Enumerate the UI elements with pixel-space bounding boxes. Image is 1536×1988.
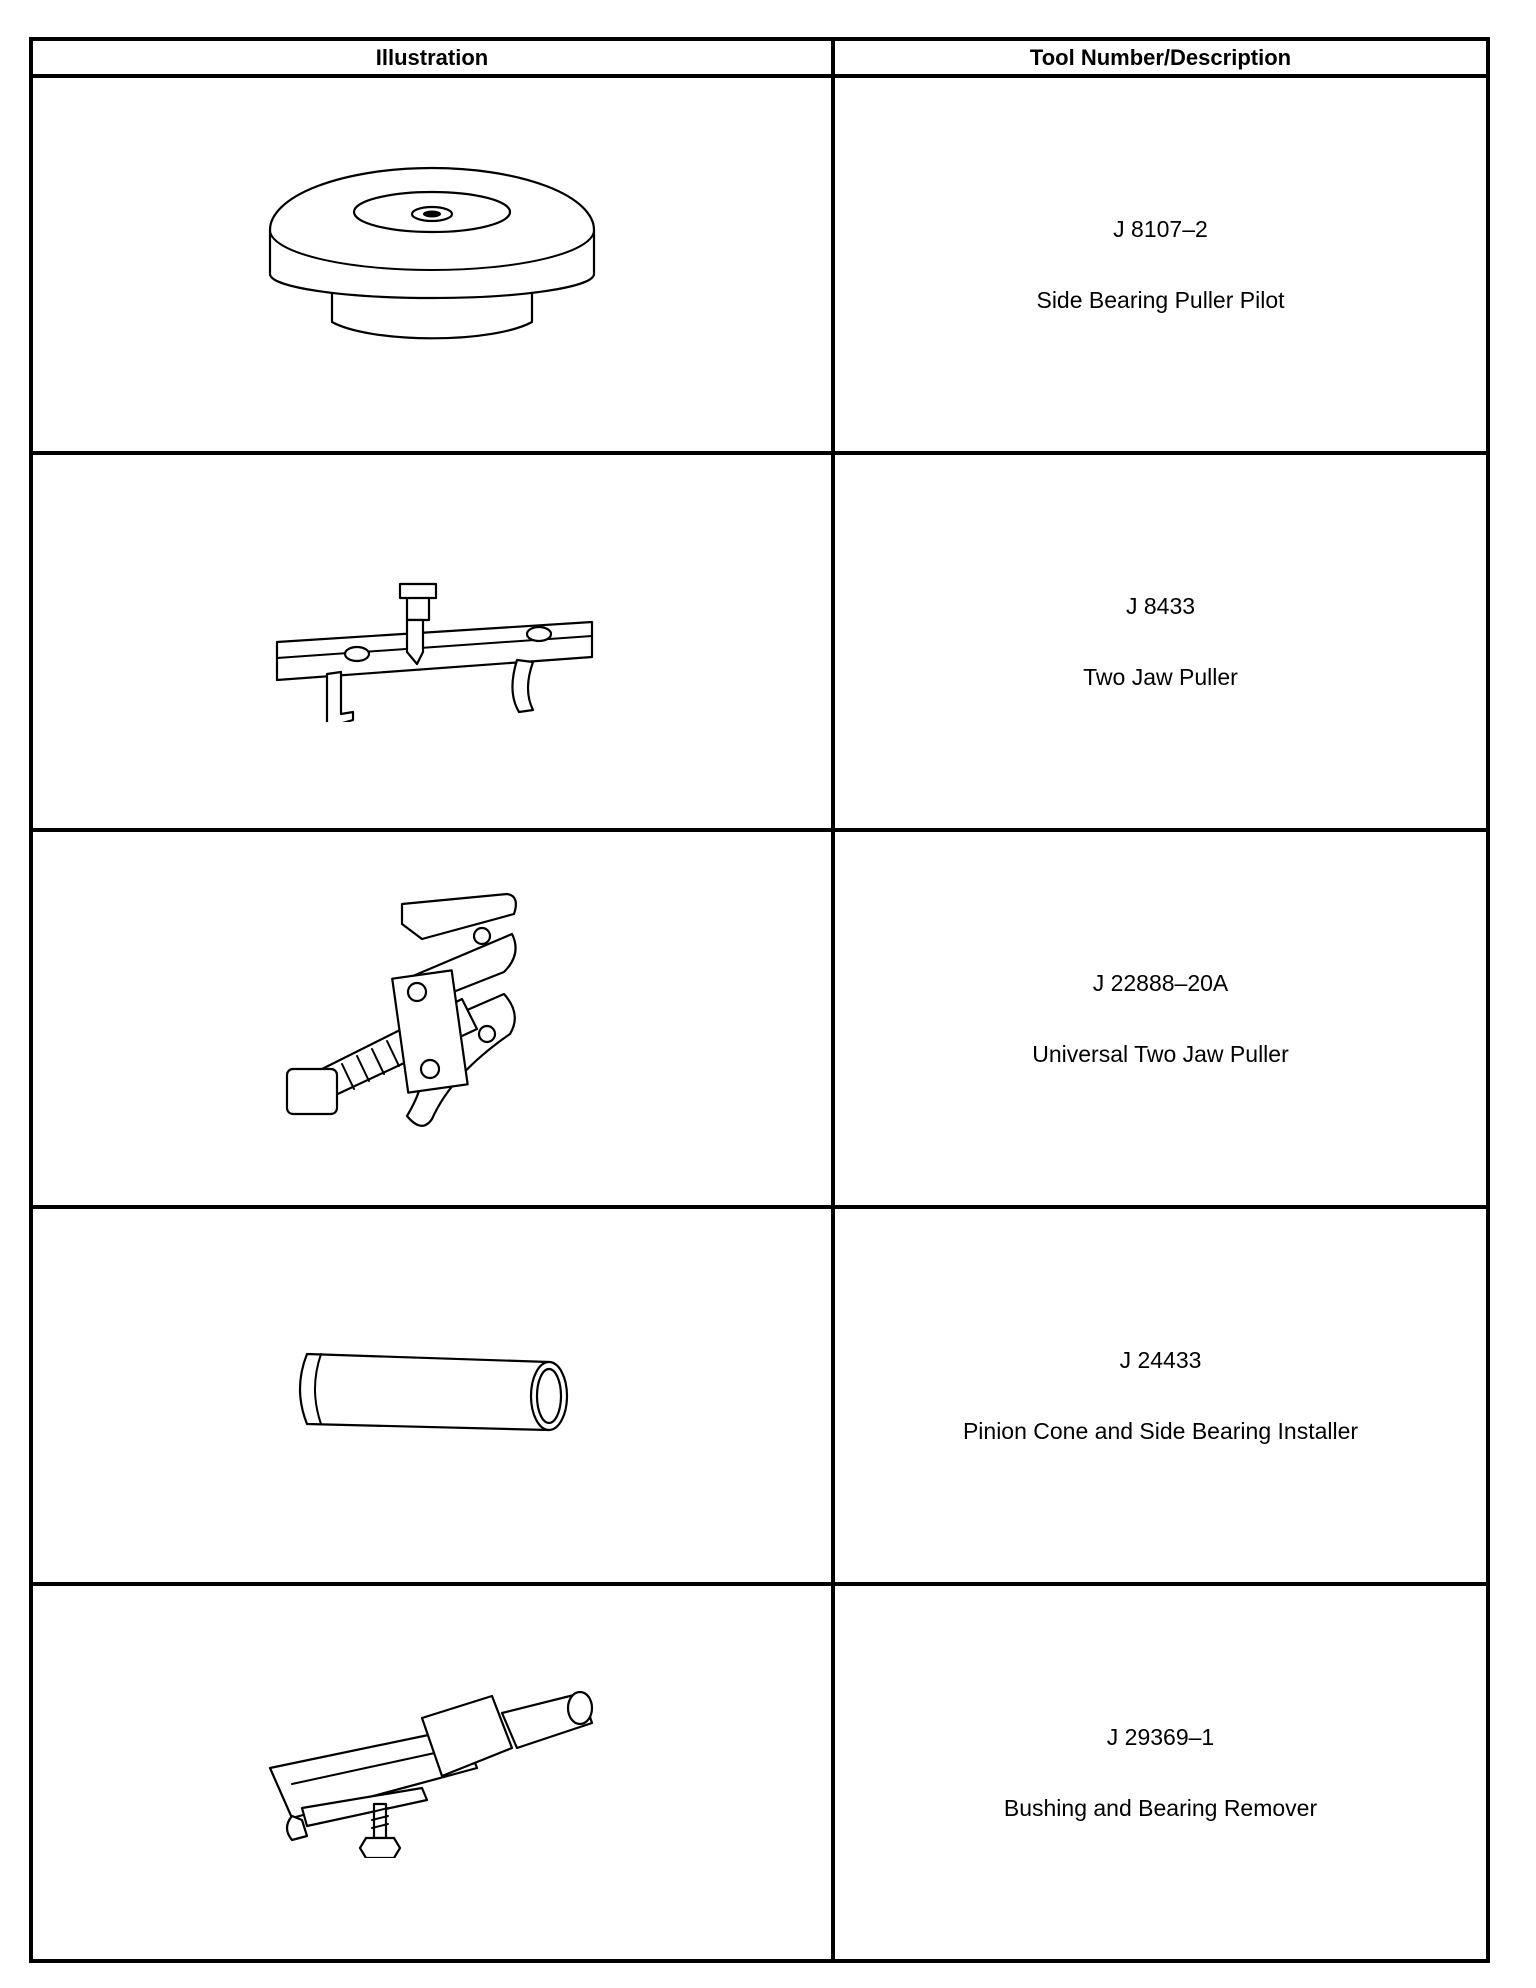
tool-number: J 29369–1 (1106, 1723, 1215, 1750)
tool-number: J 22888–20A (1092, 969, 1229, 996)
tool-description-cell (833, 830, 1488, 1207)
illustration-cell (31, 453, 833, 830)
header-tool-number-description: Tool Number/Description (833, 39, 1488, 76)
table-row (31, 76, 1488, 453)
tool-description: Universal Two Jaw Puller (1032, 1040, 1289, 1067)
illustration-cell (31, 1207, 833, 1584)
table-row (31, 1584, 1488, 1961)
header-illustration: Illustration (31, 39, 833, 76)
tool-description-cell (833, 453, 1488, 830)
table-row (31, 830, 1488, 1207)
tool-description: Two Jaw Puller (1083, 663, 1238, 690)
illustration-cell (31, 76, 833, 453)
tool-description-cell (833, 1584, 1488, 1961)
tool-number: J 8107–2 (1113, 215, 1208, 242)
tool-table (29, 37, 1490, 1963)
table-row (31, 1207, 1488, 1584)
tool-description-cell (833, 76, 1488, 453)
illustration-cell (31, 830, 833, 1207)
table-header-row (31, 39, 1488, 76)
bushing-bearing-remover-illustration (262, 1688, 602, 1858)
side-bearing-puller-pilot-illustration (262, 150, 602, 380)
universal-two-jaw-puller-illustration (282, 884, 582, 1154)
tool-number: J 8433 (1125, 592, 1196, 619)
tool-description: Pinion Cone and Side Bearing Installer (962, 1417, 1359, 1444)
illustration-cell (31, 1584, 833, 1961)
two-jaw-puller-illustration (257, 562, 607, 722)
bearing-installer-illustration (287, 1346, 577, 1446)
tool-description: Side Bearing Puller Pilot (1036, 286, 1285, 313)
tool-description-cell (833, 1207, 1488, 1584)
table-row (31, 453, 1488, 830)
tool-description: Bushing and Bearing Remover (1003, 1794, 1318, 1821)
tool-number: J 24433 (1119, 1346, 1202, 1373)
